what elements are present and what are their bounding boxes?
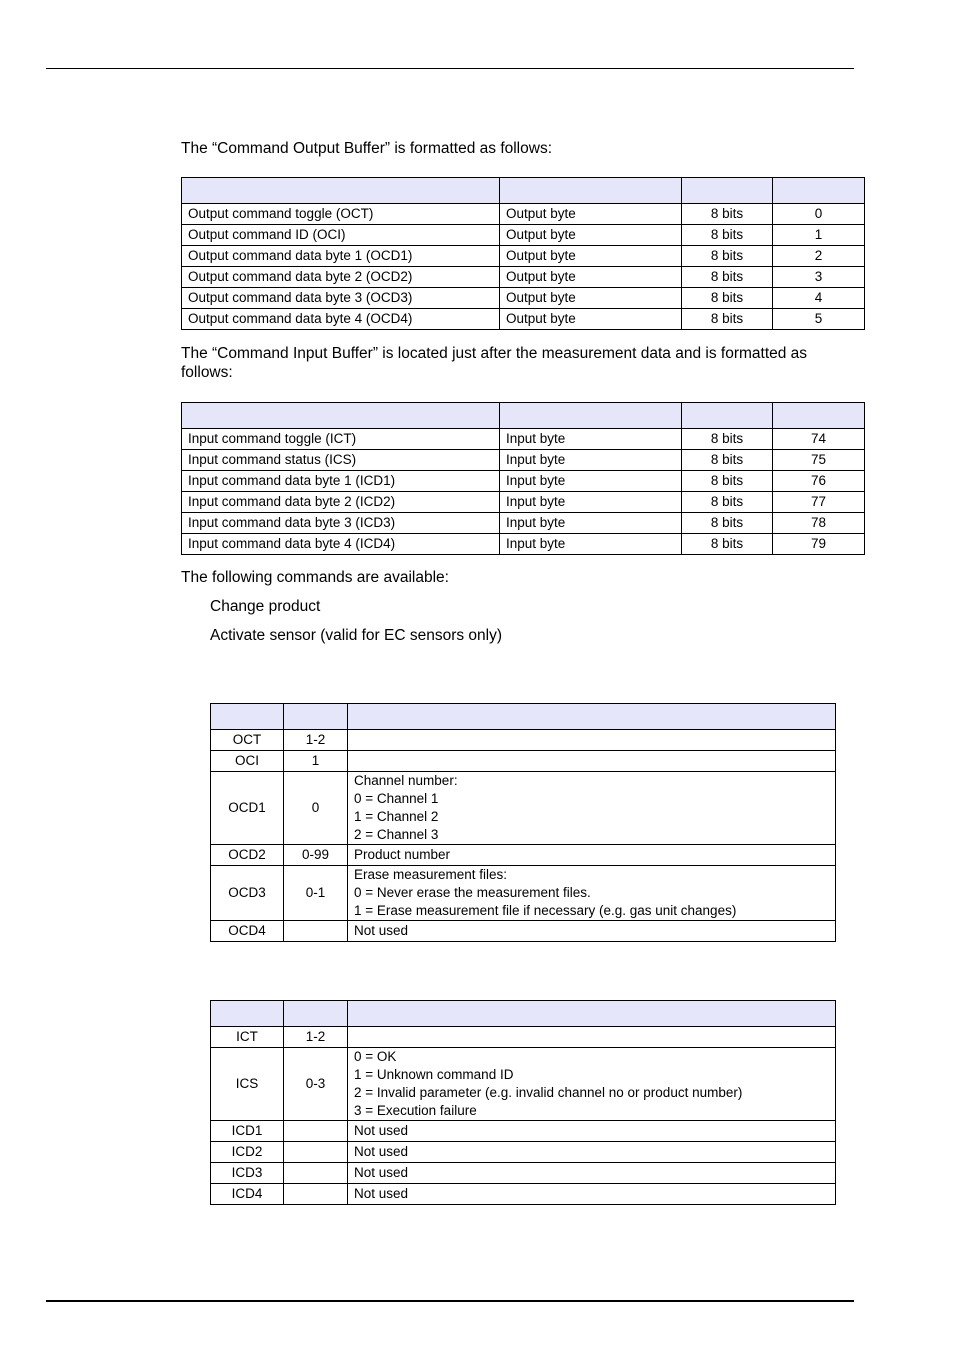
- value-cell: [284, 1121, 348, 1142]
- table-row: [182, 429, 865, 450]
- value-cell: [284, 1142, 348, 1163]
- input-buffer-table: [181, 402, 865, 555]
- field-type-cell: Input byte: [500, 450, 682, 471]
- field-offset-cell: 3: [773, 267, 865, 288]
- field-size-cell: 8 bits: [682, 513, 773, 534]
- value-cell: [284, 921, 348, 942]
- table-row: [182, 450, 865, 471]
- field-type-cell: Input byte: [500, 534, 682, 555]
- field-offset-cell: 74: [773, 429, 865, 450]
- field-cell: ICD2: [211, 1142, 284, 1163]
- table-row: [182, 492, 865, 513]
- field-name-cell: Output command toggle (OCT): [182, 204, 500, 225]
- field-offset-cell: 0: [773, 204, 865, 225]
- table-row: [211, 845, 836, 866]
- table-row: [182, 246, 865, 267]
- field-type-cell: Output byte: [500, 309, 682, 330]
- field-cell: OCT: [211, 730, 284, 751]
- field-type-cell: Input byte: [500, 513, 682, 534]
- table-header-row: [182, 403, 865, 429]
- field-offset-cell: 75: [773, 450, 865, 471]
- value-cell: 1: [284, 751, 348, 772]
- field-size-cell: 8 bits: [682, 450, 773, 471]
- table-header-row: [211, 1001, 836, 1027]
- table-header-row: [211, 704, 836, 730]
- field-offset-cell: 79: [773, 534, 865, 555]
- description-cell: [348, 751, 836, 772]
- description-cell: Erase measurement files: 0 = Never erase the measurement files. 1 = Erase measurement file if necessary (e.g. gas unit changes): [348, 866, 836, 921]
- field-size-cell: 8 bits: [682, 246, 773, 267]
- description-cell: Not used: [348, 1184, 836, 1205]
- field-name-cell: Output command data byte 1 (OCD1): [182, 246, 500, 267]
- table-row: [211, 1048, 836, 1121]
- field-name-cell: Input command data byte 2 (ICD2): [182, 492, 500, 513]
- description-cell: Not used: [348, 1163, 836, 1184]
- table-row: [211, 772, 836, 845]
- change-product-table: [210, 703, 836, 942]
- value-cell: [284, 1184, 348, 1205]
- field-name-cell: Input command status (ICS): [182, 450, 500, 471]
- field-name-cell: Input command data byte 1 (ICD1): [182, 471, 500, 492]
- field-offset-cell: 78: [773, 513, 865, 534]
- table-row: [211, 1163, 836, 1184]
- field-offset-cell: 4: [773, 288, 865, 309]
- table-row: [182, 267, 865, 288]
- field-name-cell: Input command data byte 4 (ICD4): [182, 534, 500, 555]
- value-cell: [284, 1163, 348, 1184]
- field-cell: ICD1: [211, 1121, 284, 1142]
- field-name-cell: Output command ID (OCI): [182, 225, 500, 246]
- response-table: [210, 1000, 836, 1205]
- field-offset-cell: 1: [773, 225, 865, 246]
- value-cell: 1-2: [284, 1027, 348, 1048]
- field-cell: ICT: [211, 1027, 284, 1048]
- field-cell: OCD4: [211, 921, 284, 942]
- description-cell: Not used: [348, 1121, 836, 1142]
- description-cell: [348, 730, 836, 751]
- table-row: [182, 225, 865, 246]
- field-cell: ICS: [211, 1048, 284, 1121]
- field-name-cell: Output command data byte 2 (OCD2): [182, 267, 500, 288]
- field-type-cell: Input byte: [500, 429, 682, 450]
- commands-intro: The following commands are available:: [181, 569, 449, 586]
- field-name-cell: Input command toggle (ICT): [182, 429, 500, 450]
- table-row: [211, 1121, 836, 1142]
- description-cell: Product number: [348, 845, 836, 866]
- field-cell: OCD2: [211, 845, 284, 866]
- table-row: [182, 288, 865, 309]
- field-type-cell: Output byte: [500, 225, 682, 246]
- field-cell: OCD3: [211, 866, 284, 921]
- output-buffer-intro: The “Command Output Buffer” is formatted as follows:: [181, 140, 553, 157]
- field-offset-cell: 2: [773, 246, 865, 267]
- field-offset-cell: 76: [773, 471, 865, 492]
- table-header-row: [182, 178, 865, 204]
- table-row: [182, 534, 865, 555]
- output-buffer-table: [181, 177, 865, 330]
- value-cell: 0: [284, 772, 348, 845]
- table-row: [182, 513, 865, 534]
- field-size-cell: 8 bits: [682, 471, 773, 492]
- table-row: [182, 309, 865, 330]
- field-type-cell: Output byte: [500, 267, 682, 288]
- field-cell: ICD3: [211, 1163, 284, 1184]
- table-row: [211, 730, 836, 751]
- description-cell: Not used: [348, 1142, 836, 1163]
- description-cell: Not used: [348, 921, 836, 942]
- field-type-cell: Input byte: [500, 471, 682, 492]
- field-name-cell: Output command data byte 3 (OCD3): [182, 288, 500, 309]
- command-item: Change product: [210, 598, 321, 615]
- table-row: [211, 921, 836, 942]
- field-type-cell: Output byte: [500, 288, 682, 309]
- table-row: [211, 1142, 836, 1163]
- field-cell: OCI: [211, 751, 284, 772]
- table-row: [182, 204, 865, 225]
- value-cell: 1-2: [284, 730, 348, 751]
- field-name-cell: Output command data byte 4 (OCD4): [182, 309, 500, 330]
- input-buffer-intro: The “Command Input Buffer” is located just after the measurement data and is formatted as follows:: [181, 345, 808, 381]
- field-cell: ICD4: [211, 1184, 284, 1205]
- field-size-cell: 8 bits: [682, 429, 773, 450]
- command-item: Activate sensor (valid for EC sensors only): [210, 627, 503, 644]
- bottom-rule: [46, 1300, 854, 1302]
- field-type-cell: Input byte: [500, 492, 682, 513]
- field-offset-cell: 5: [773, 309, 865, 330]
- field-size-cell: 8 bits: [682, 267, 773, 288]
- field-type-cell: Output byte: [500, 204, 682, 225]
- field-size-cell: 8 bits: [682, 225, 773, 246]
- top-rule: [46, 68, 854, 69]
- field-size-cell: 8 bits: [682, 534, 773, 555]
- description-cell: Channel number: 0 = Channel 1 1 = Channel 2 2 = Channel 3: [348, 772, 836, 845]
- field-type-cell: Output byte: [500, 246, 682, 267]
- description-cell: [348, 1027, 836, 1048]
- value-cell: 0-3: [284, 1048, 348, 1121]
- field-name-cell: Input command data byte 3 (ICD3): [182, 513, 500, 534]
- table-row: [211, 1184, 836, 1205]
- description-cell: 0 = OK 1 = Unknown command ID 2 = Invalid parameter (e.g. invalid channel no or product number) 3 = Execution failure: [348, 1048, 836, 1121]
- table-row: [211, 1027, 836, 1048]
- field-size-cell: 8 bits: [682, 288, 773, 309]
- table-row: [211, 866, 836, 921]
- value-cell: 0-99: [284, 845, 348, 866]
- field-offset-cell: 77: [773, 492, 865, 513]
- field-size-cell: 8 bits: [682, 309, 773, 330]
- field-size-cell: 8 bits: [682, 204, 773, 225]
- value-cell: 0-1: [284, 866, 348, 921]
- field-cell: OCD1: [211, 772, 284, 845]
- table-row: [211, 751, 836, 772]
- table-row: [182, 471, 865, 492]
- field-size-cell: 8 bits: [682, 492, 773, 513]
